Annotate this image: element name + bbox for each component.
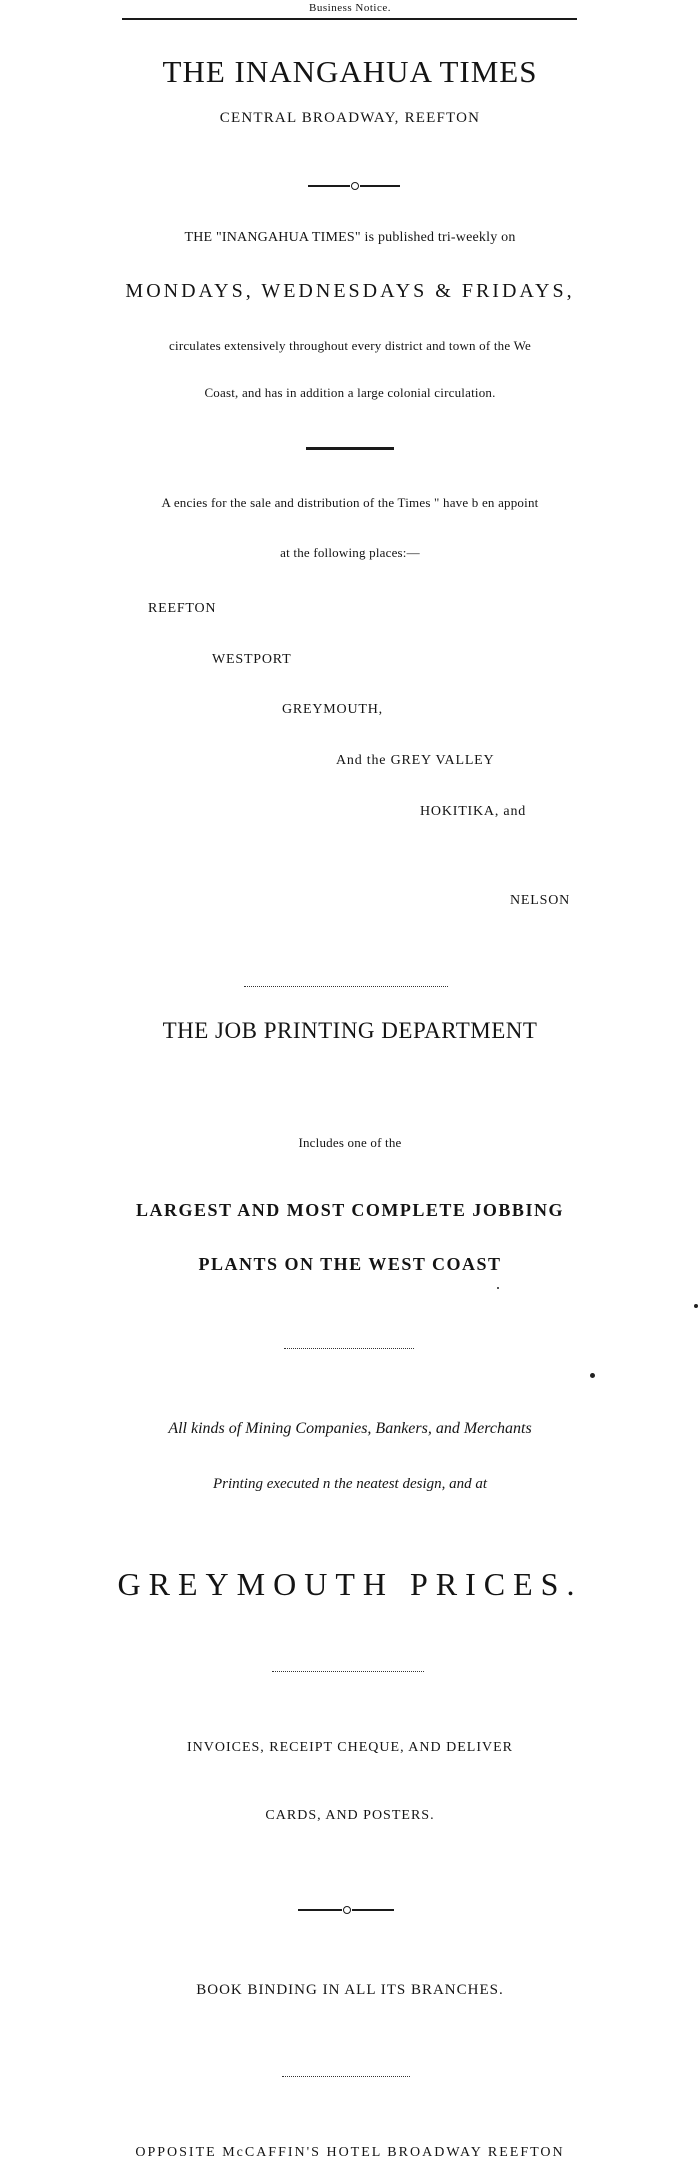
agencies-line: A encies for the sale and distribution of the Times " have b en appoint [161, 495, 539, 510]
thick-divider [306, 447, 394, 450]
cards-line: CARDS, AND POSTERS. [265, 1808, 435, 1823]
circulation-line: circulates extensively throughout every district and town of the We [169, 338, 531, 353]
publication-days: MONDAYS, WEDNESDAYS & FRIDAYS, [125, 280, 575, 302]
wavy-divider [282, 2072, 410, 2077]
scan-speck [694, 1304, 698, 1308]
wavy-divider [272, 1667, 424, 1672]
agencies-line-2: at the following places:— [280, 545, 420, 560]
job-printing-title: THE JOB PRINTING DEPARTMENT [162, 1018, 538, 1043]
footer-address: OPPOSITE McCAFFIN'S HOTEL BROADWAY REEFTON [135, 2145, 565, 2160]
mining-line: All kinds of Mining Companies, Bankers, and Merchants [168, 1420, 532, 1437]
book-binding-line: BOOK BINDING IN ALL ITS BRANCHES. [196, 1982, 504, 1998]
masthead-address: CENTRAL BROADWAY, REEFTON [219, 110, 481, 126]
circulation-line-2: Coast, and has in addition a large colonial circulation. [204, 385, 496, 400]
place-reefton: REEFTON [148, 601, 217, 616]
masthead-title: THE INANGAHUA TIMES [162, 54, 538, 89]
place-hokitika: HOKITIKA, and [420, 804, 527, 819]
ornament-divider [298, 1904, 394, 1916]
place-nelson: NELSON [510, 893, 571, 908]
place-greymouth: GREYMOUTH, [282, 702, 383, 717]
plants-line: PLANTS ON THE WEST COAST [198, 1254, 502, 1274]
printing-line: Printing executed n the neatest design, and at [212, 1476, 488, 1492]
scan-speck [590, 1373, 595, 1378]
section-label: Business Notice. [309, 2, 391, 14]
place-grey-valley: And the GREY VALLEY [336, 753, 495, 768]
publication-line: THE "INANGAHUA TIMES" is published tri-weekly on [184, 230, 516, 245]
top-rule [122, 18, 577, 20]
place-westport: WESTPORT [212, 652, 292, 667]
invoices-line: INVOICES, RECEIPT CHEQUE, AND DELIVER [186, 1740, 514, 1755]
wavy-divider [284, 1344, 414, 1349]
wavy-divider [244, 982, 448, 987]
ornament-divider [308, 180, 400, 192]
includes-line: Includes one of the [298, 1135, 402, 1150]
jobbing-line: LARGEST AND MOST COMPLETE JOBBING [136, 1200, 564, 1220]
greymouth-prices: GREYMOUTH PRICES. [117, 1566, 583, 1602]
scan-speck [497, 1287, 499, 1289]
